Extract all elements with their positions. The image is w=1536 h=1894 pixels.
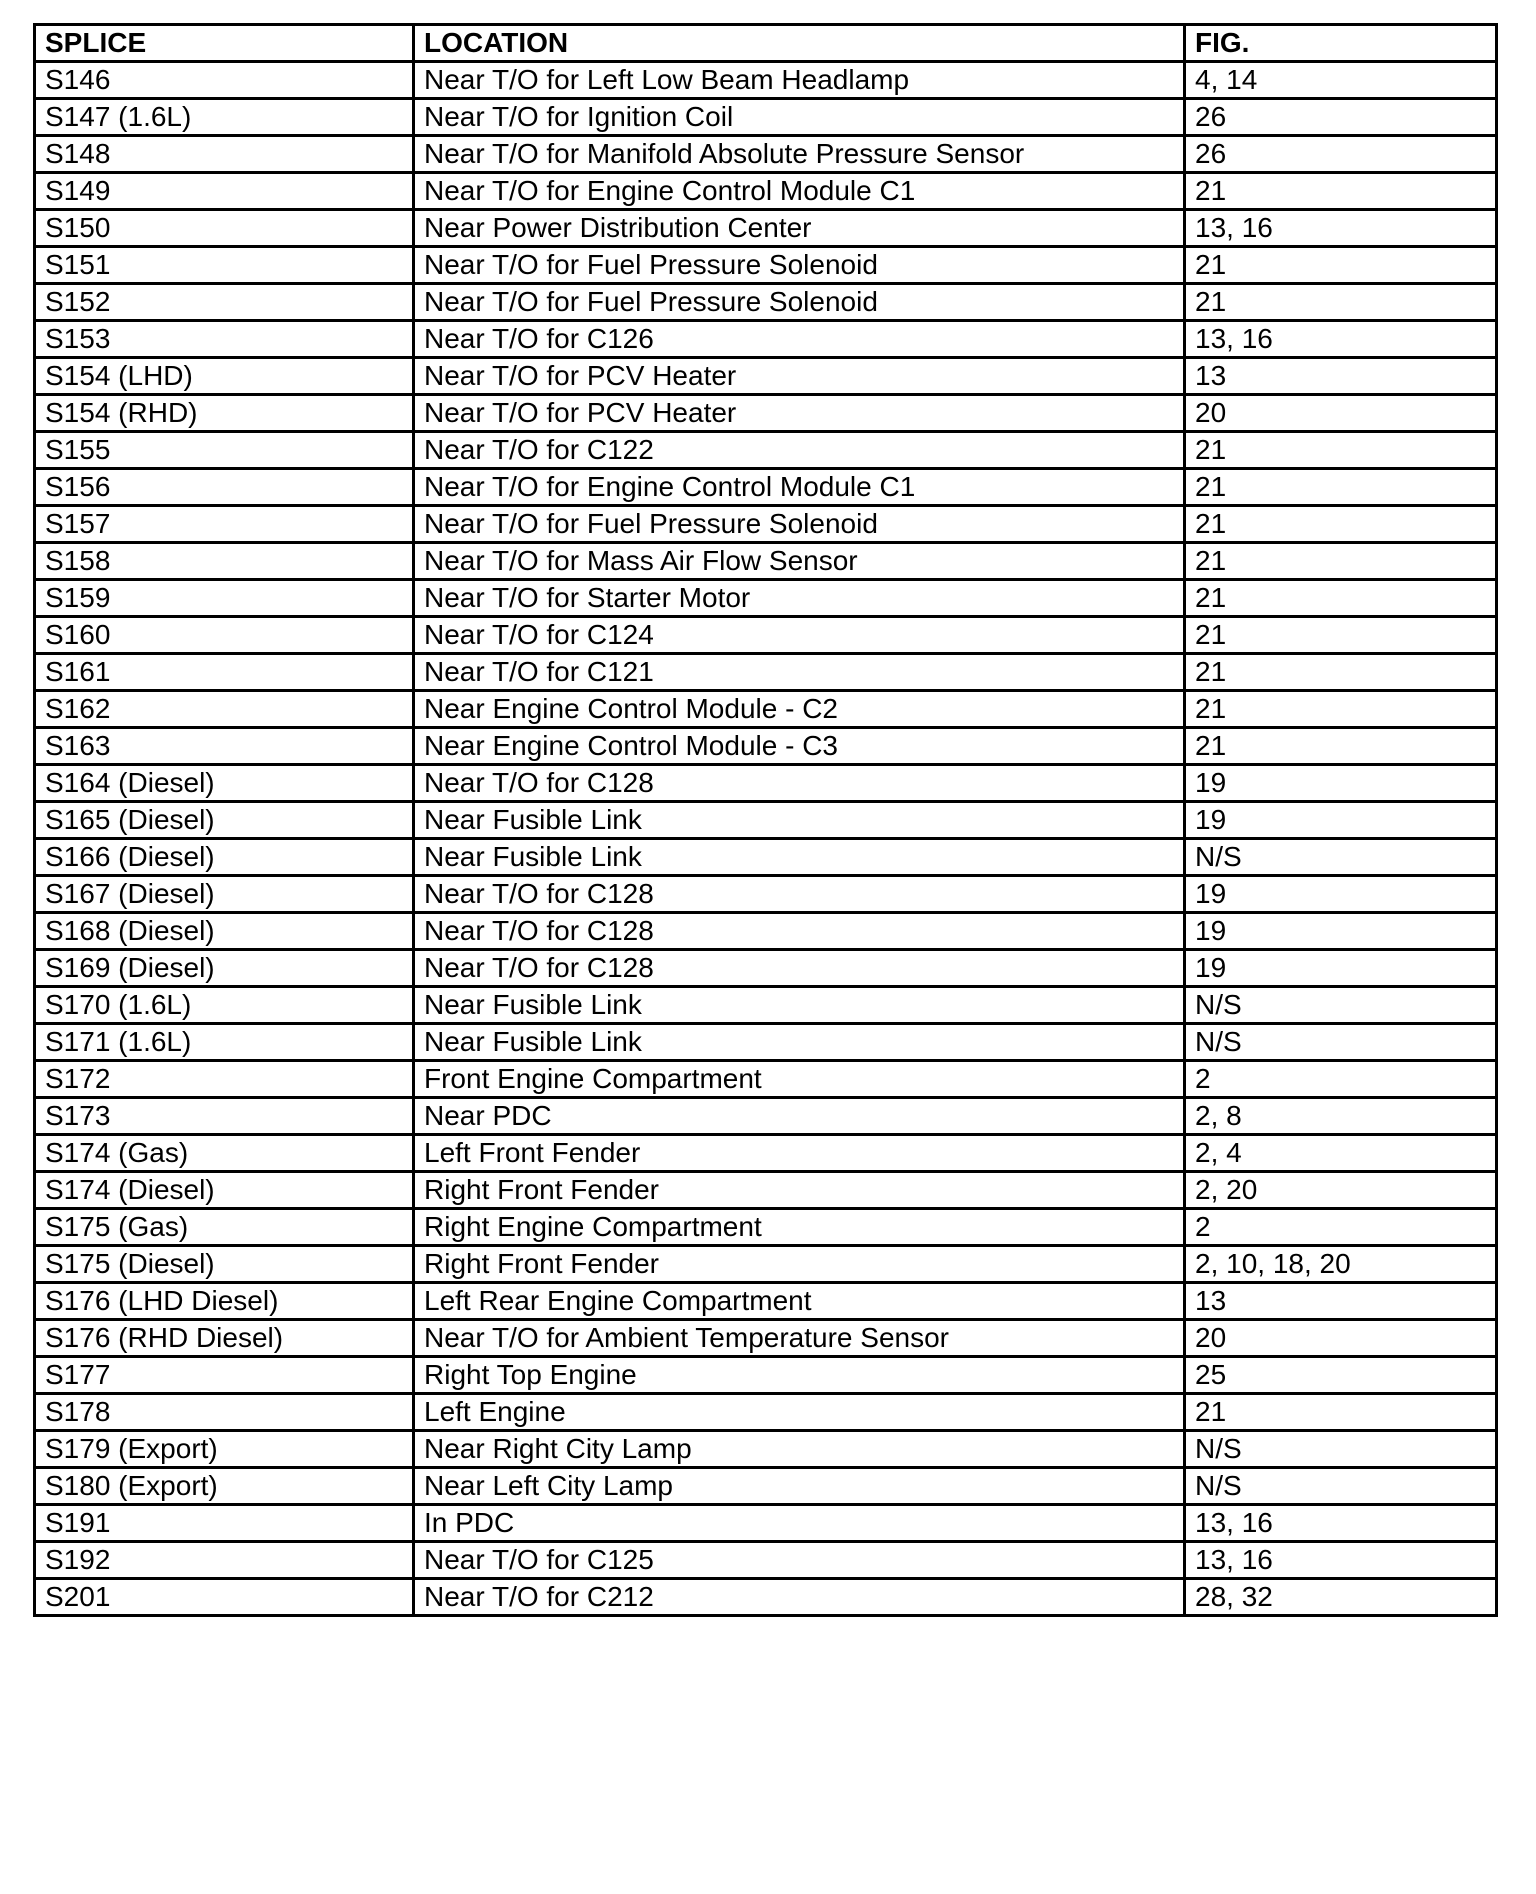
table-row — [35, 1320, 1497, 1357]
location-cell: Near Fusible Link — [414, 802, 1185, 839]
table-row — [35, 839, 1497, 876]
table-row — [35, 987, 1497, 1024]
table-row — [35, 358, 1497, 395]
fig-cell: 21 — [1185, 654, 1497, 691]
location-cell: Near T/O for Ignition Coil — [414, 99, 1185, 136]
column-header-fig: FIG. — [1185, 25, 1497, 62]
table-row — [35, 1061, 1497, 1098]
location-cell: Near T/O for Left Low Beam Headlamp — [414, 62, 1185, 99]
location-cell: Right Front Fender — [414, 1246, 1185, 1283]
fig-cell: 13, 16 — [1185, 1542, 1497, 1579]
table-row — [35, 654, 1497, 691]
splice-cell: S153 — [35, 321, 414, 358]
location-cell: Left Engine — [414, 1394, 1185, 1431]
splice-cell: S163 — [35, 728, 414, 765]
table-row — [35, 1431, 1497, 1468]
fig-cell: 2 — [1185, 1061, 1497, 1098]
location-cell: Left Rear Engine Compartment — [414, 1283, 1185, 1320]
location-cell: Near T/O for Engine Control Module C1 — [414, 469, 1185, 506]
table-body — [35, 62, 1497, 1616]
fig-cell: 21 — [1185, 617, 1497, 654]
location-cell: Near PDC — [414, 1098, 1185, 1135]
location-cell: Near T/O for Fuel Pressure Solenoid — [414, 506, 1185, 543]
table-row — [35, 580, 1497, 617]
fig-cell: 21 — [1185, 506, 1497, 543]
table-row — [35, 1468, 1497, 1505]
splice-cell: S154 (LHD) — [35, 358, 414, 395]
location-cell: Near Fusible Link — [414, 1024, 1185, 1061]
table-row — [35, 802, 1497, 839]
location-cell: Near T/O for C126 — [414, 321, 1185, 358]
table-row — [35, 1135, 1497, 1172]
table-row — [35, 765, 1497, 802]
splice-cell: S170 (1.6L) — [35, 987, 414, 1024]
splice-cell: S148 — [35, 136, 414, 173]
splice-cell: S175 (Diesel) — [35, 1246, 414, 1283]
fig-cell: 19 — [1185, 950, 1497, 987]
table-row — [35, 1246, 1497, 1283]
table-header-row — [35, 25, 1497, 62]
splice-cell: S192 — [35, 1542, 414, 1579]
table-row — [35, 432, 1497, 469]
fig-cell: 2, 10, 18, 20 — [1185, 1246, 1497, 1283]
splice-cell: S177 — [35, 1357, 414, 1394]
fig-cell: 13, 16 — [1185, 210, 1497, 247]
fig-cell: N/S — [1185, 1431, 1497, 1468]
fig-cell: 20 — [1185, 395, 1497, 432]
location-cell: Right Front Fender — [414, 1172, 1185, 1209]
splice-cell: S176 (RHD Diesel) — [35, 1320, 414, 1357]
location-cell: Near T/O for Starter Motor — [414, 580, 1185, 617]
splice-cell: S176 (LHD Diesel) — [35, 1283, 414, 1320]
table-row — [35, 1209, 1497, 1246]
splice-cell: S151 — [35, 247, 414, 284]
splice-cell: S201 — [35, 1579, 414, 1616]
fig-cell: 2, 4 — [1185, 1135, 1497, 1172]
splice-cell: S173 — [35, 1098, 414, 1135]
location-cell: Near T/O for C122 — [414, 432, 1185, 469]
fig-cell: 2 — [1185, 1209, 1497, 1246]
splice-cell: S147 (1.6L) — [35, 99, 414, 136]
fig-cell: 20 — [1185, 1320, 1497, 1357]
fig-cell: 2, 20 — [1185, 1172, 1497, 1209]
fig-cell: 21 — [1185, 432, 1497, 469]
splice-cell: S155 — [35, 432, 414, 469]
fig-cell: 26 — [1185, 136, 1497, 173]
splice-cell: S158 — [35, 543, 414, 580]
location-cell: Near T/O for Mass Air Flow Sensor — [414, 543, 1185, 580]
splice-location-table — [33, 23, 1498, 1617]
location-cell: Near T/O for PCV Heater — [414, 395, 1185, 432]
table-row — [35, 210, 1497, 247]
splice-cell: S149 — [35, 173, 414, 210]
fig-cell: N/S — [1185, 839, 1497, 876]
location-cell: Near T/O for Engine Control Module C1 — [414, 173, 1185, 210]
location-cell: Right Top Engine — [414, 1357, 1185, 1394]
splice-cell: S159 — [35, 580, 414, 617]
splice-cell: S152 — [35, 284, 414, 321]
splice-cell: S146 — [35, 62, 414, 99]
location-cell: Near T/O for C128 — [414, 950, 1185, 987]
table-row — [35, 543, 1497, 580]
location-cell: Near T/O for PCV Heater — [414, 358, 1185, 395]
location-cell: Near Fusible Link — [414, 987, 1185, 1024]
fig-cell: 13 — [1185, 358, 1497, 395]
table-row — [35, 62, 1497, 99]
splice-cell: S165 (Diesel) — [35, 802, 414, 839]
fig-cell: 21 — [1185, 173, 1497, 210]
fig-cell: 2, 8 — [1185, 1098, 1497, 1135]
table-row — [35, 691, 1497, 728]
table-row — [35, 1098, 1497, 1135]
location-cell: Right Engine Compartment — [414, 1209, 1185, 1246]
fig-cell: 25 — [1185, 1357, 1497, 1394]
splice-cell: S169 (Diesel) — [35, 950, 414, 987]
table-row — [35, 284, 1497, 321]
fig-cell: 21 — [1185, 691, 1497, 728]
location-cell: Near T/O for C128 — [414, 765, 1185, 802]
table-row — [35, 1394, 1497, 1431]
splice-cell: S166 (Diesel) — [35, 839, 414, 876]
location-cell: Near T/O for C125 — [414, 1542, 1185, 1579]
splice-cell: S154 (RHD) — [35, 395, 414, 432]
location-cell: Near T/O for C212 — [414, 1579, 1185, 1616]
location-cell: Near T/O for Ambient Temperature Sensor — [414, 1320, 1185, 1357]
table-row — [35, 321, 1497, 358]
table-row — [35, 136, 1497, 173]
location-cell: Left Front Fender — [414, 1135, 1185, 1172]
table-row — [35, 1283, 1497, 1320]
fig-cell: N/S — [1185, 987, 1497, 1024]
fig-cell: 19 — [1185, 802, 1497, 839]
location-cell: Near Right City Lamp — [414, 1431, 1185, 1468]
splice-cell: S171 (1.6L) — [35, 1024, 414, 1061]
fig-cell: 13, 16 — [1185, 321, 1497, 358]
table-row — [35, 99, 1497, 136]
table-row — [35, 1024, 1497, 1061]
splice-cell: S174 (Diesel) — [35, 1172, 414, 1209]
splice-cell: S172 — [35, 1061, 414, 1098]
splice-cell: S157 — [35, 506, 414, 543]
location-cell: Near Engine Control Module - C2 — [414, 691, 1185, 728]
location-cell: Front Engine Compartment — [414, 1061, 1185, 1098]
location-cell: Near Left City Lamp — [414, 1468, 1185, 1505]
fig-cell: 21 — [1185, 247, 1497, 284]
column-header-location: LOCATION — [414, 25, 1185, 62]
fig-cell: 28, 32 — [1185, 1579, 1497, 1616]
splice-cell: S175 (Gas) — [35, 1209, 414, 1246]
fig-cell: 19 — [1185, 876, 1497, 913]
location-cell: Near T/O for C128 — [414, 913, 1185, 950]
splice-cell: S167 (Diesel) — [35, 876, 414, 913]
table-row — [35, 913, 1497, 950]
location-cell: Near T/O for Manifold Absolute Pressure Sensor — [414, 136, 1185, 173]
fig-cell: N/S — [1185, 1024, 1497, 1061]
fig-cell: 26 — [1185, 99, 1497, 136]
location-cell: Near T/O for Fuel Pressure Solenoid — [414, 247, 1185, 284]
fig-cell: 21 — [1185, 469, 1497, 506]
location-cell: Near Fusible Link — [414, 839, 1185, 876]
splice-cell: S160 — [35, 617, 414, 654]
fig-cell: 13 — [1185, 1283, 1497, 1320]
table-row — [35, 728, 1497, 765]
table-row — [35, 506, 1497, 543]
column-header-splice: SPLICE — [35, 25, 414, 62]
fig-cell: 21 — [1185, 580, 1497, 617]
table-row — [35, 173, 1497, 210]
splice-cell: S162 — [35, 691, 414, 728]
fig-cell: 21 — [1185, 284, 1497, 321]
location-cell: In PDC — [414, 1505, 1185, 1542]
table-row — [35, 950, 1497, 987]
table-row — [35, 1542, 1497, 1579]
splice-cell: S178 — [35, 1394, 414, 1431]
splice-cell: S164 (Diesel) — [35, 765, 414, 802]
fig-cell: N/S — [1185, 1468, 1497, 1505]
table-row — [35, 469, 1497, 506]
splice-cell: S174 (Gas) — [35, 1135, 414, 1172]
table-row — [35, 247, 1497, 284]
splice-cell: S179 (Export) — [35, 1431, 414, 1468]
location-cell: Near Power Distribution Center — [414, 210, 1185, 247]
table-row — [35, 1357, 1497, 1394]
fig-cell: 21 — [1185, 728, 1497, 765]
location-cell: Near Engine Control Module - C3 — [414, 728, 1185, 765]
fig-cell: 21 — [1185, 543, 1497, 580]
splice-cell: S168 (Diesel) — [35, 913, 414, 950]
splice-cell: S180 (Export) — [35, 1468, 414, 1505]
fig-cell: 13, 16 — [1185, 1505, 1497, 1542]
table-row — [35, 617, 1497, 654]
table-row — [35, 1172, 1497, 1209]
table-row — [35, 876, 1497, 913]
location-cell: Near T/O for Fuel Pressure Solenoid — [414, 284, 1185, 321]
table-row — [35, 1579, 1497, 1616]
splice-cell: S156 — [35, 469, 414, 506]
fig-cell: 21 — [1185, 1394, 1497, 1431]
table-row — [35, 1505, 1497, 1542]
splice-cell: S161 — [35, 654, 414, 691]
fig-cell: 19 — [1185, 913, 1497, 950]
splice-cell: S150 — [35, 210, 414, 247]
splice-cell: S191 — [35, 1505, 414, 1542]
fig-cell: 4, 14 — [1185, 62, 1497, 99]
location-cell: Near T/O for C121 — [414, 654, 1185, 691]
location-cell: Near T/O for C124 — [414, 617, 1185, 654]
table-row — [35, 395, 1497, 432]
location-cell: Near T/O for C128 — [414, 876, 1185, 913]
fig-cell: 19 — [1185, 765, 1497, 802]
